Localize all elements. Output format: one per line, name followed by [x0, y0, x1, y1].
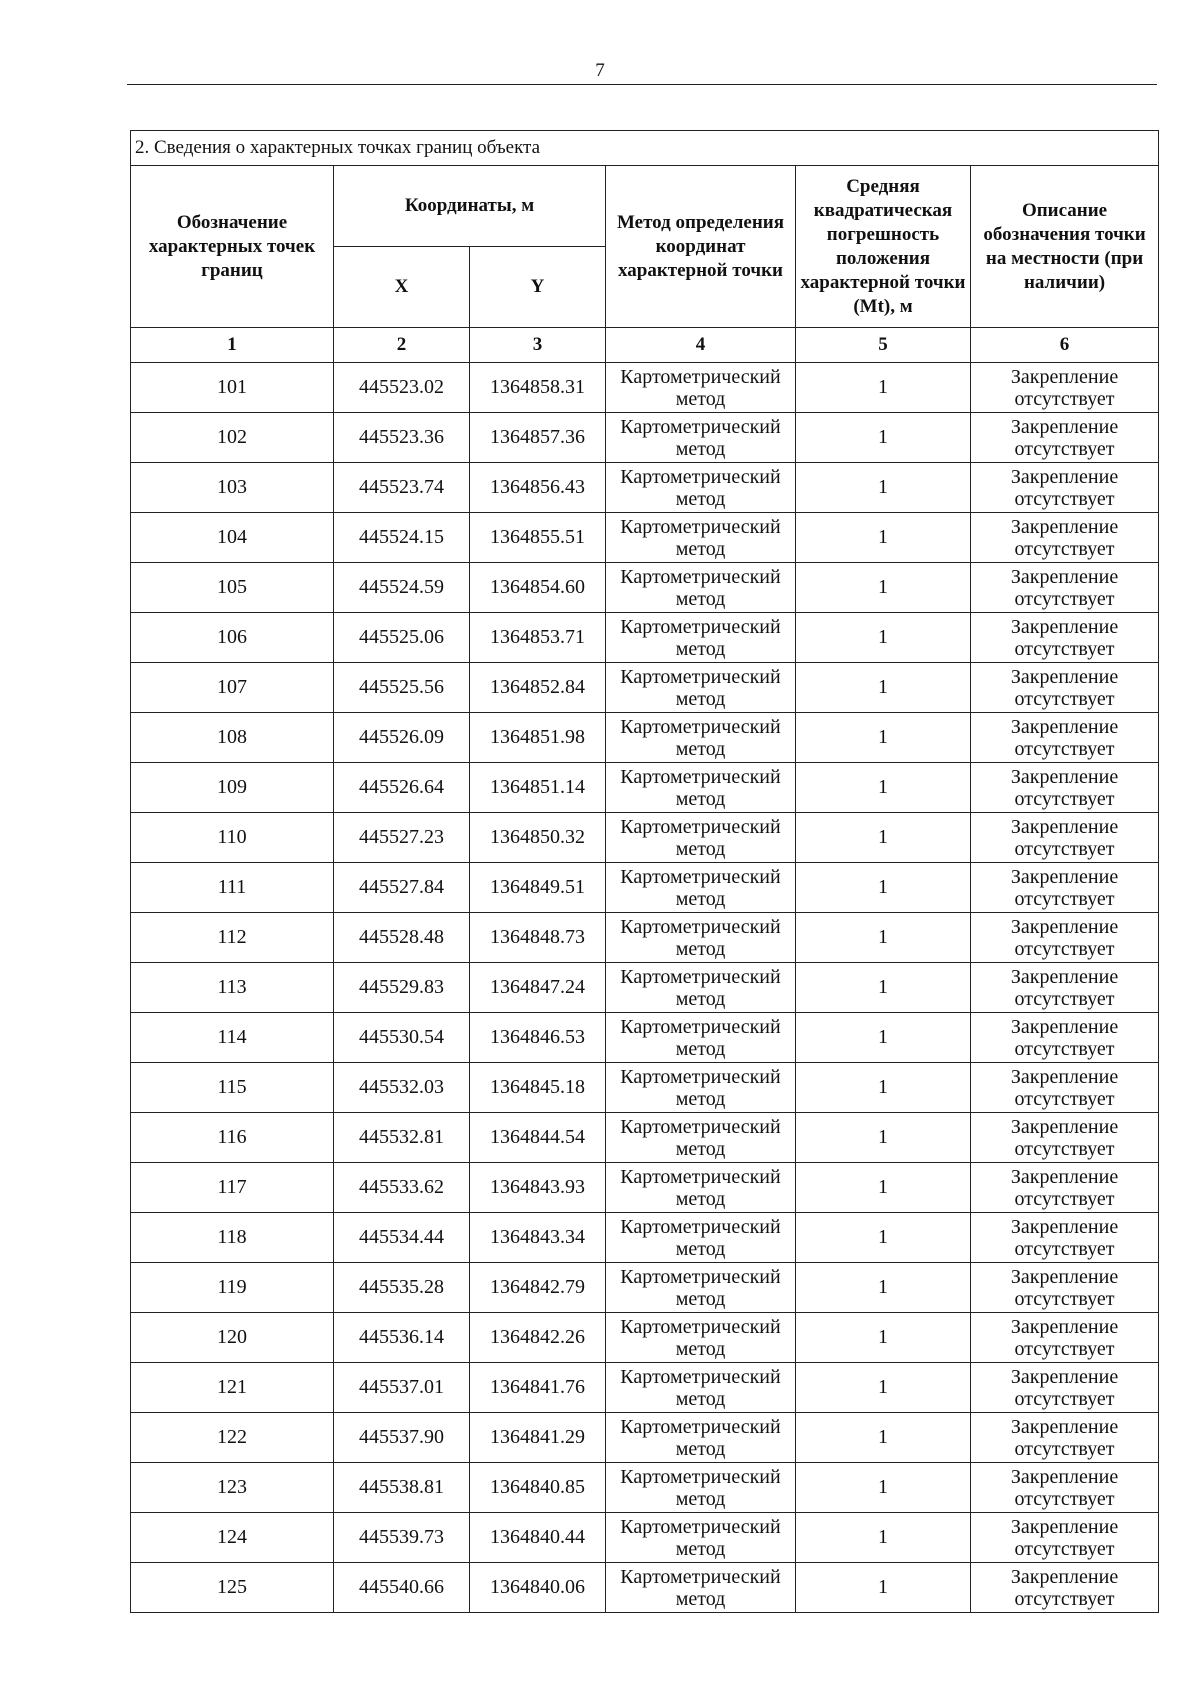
mean-error: 1: [796, 613, 971, 663]
mean-error: 1: [796, 913, 971, 963]
table-row: [131, 763, 1159, 813]
coord-y: 1364846.53: [470, 1013, 606, 1063]
mean-error: 1: [796, 463, 971, 513]
point-id: 110: [131, 813, 334, 863]
coord-x: 445527.84: [334, 863, 470, 913]
coord-y: 1364841.29: [470, 1413, 606, 1463]
coord-x: 445530.54: [334, 1013, 470, 1063]
coord-y: 1364857.36: [470, 413, 606, 463]
coord-x: 445527.23: [334, 813, 470, 863]
header-description: Описание обозначения точки на местности (при наличии): [971, 166, 1159, 328]
coord-y: 1364843.34: [470, 1213, 606, 1263]
coord-x: 445524.15: [334, 513, 470, 563]
mean-error: 1: [796, 1163, 971, 1213]
coord-y: 1364845.18: [470, 1063, 606, 1113]
coord-x: 445537.90: [334, 1413, 470, 1463]
coord-y: 1364844.54: [470, 1113, 606, 1163]
col-number: 4: [606, 328, 796, 363]
coord-y: 1364851.14: [470, 763, 606, 813]
point-id: 113: [131, 963, 334, 1013]
mean-error: 1: [796, 413, 971, 463]
header-rule: [127, 84, 1157, 85]
marker-description: Закрепление отсутствует: [971, 1263, 1159, 1313]
point-id: 119: [131, 1263, 334, 1313]
mean-error: 1: [796, 1413, 971, 1463]
marker-description: Закрепление отсутствует: [971, 1013, 1159, 1063]
marker-description: Закрепление отсутствует: [971, 1213, 1159, 1263]
marker-description: Закрепление отсутствует: [971, 863, 1159, 913]
point-id: 118: [131, 1213, 334, 1263]
point-id: 114: [131, 1013, 334, 1063]
coord-x: 445536.14: [334, 1313, 470, 1363]
coord-x: 445538.81: [334, 1463, 470, 1513]
marker-description: Закрепление отсутствует: [971, 763, 1159, 813]
coord-y: 1364853.71: [470, 613, 606, 663]
method: Картометрический метод: [606, 1413, 796, 1463]
marker-description: Закрепление отсутствует: [971, 1363, 1159, 1413]
coord-x: 445532.03: [334, 1063, 470, 1113]
method: Картометрический метод: [606, 963, 796, 1013]
coord-x: 445533.62: [334, 1163, 470, 1213]
table-row: [131, 1363, 1159, 1413]
method: Картометрический метод: [606, 1213, 796, 1263]
boundary-points-table: [130, 130, 1159, 1613]
point-id: 111: [131, 863, 334, 913]
table-row: [131, 813, 1159, 863]
col-number: 5: [796, 328, 971, 363]
marker-description: Закрепление отсутствует: [971, 413, 1159, 463]
table-row: [131, 1263, 1159, 1313]
coord-y: 1364855.51: [470, 513, 606, 563]
marker-description: Закрепление отсутствует: [971, 463, 1159, 513]
coord-y: 1364842.79: [470, 1263, 606, 1313]
coord-x: 445534.44: [334, 1213, 470, 1263]
method: Картометрический метод: [606, 713, 796, 763]
method: Картометрический метод: [606, 1113, 796, 1163]
table-row: [131, 1163, 1159, 1213]
coord-y: 1364850.32: [470, 813, 606, 863]
table-row: [131, 1063, 1159, 1113]
col-number: 3: [470, 328, 606, 363]
mean-error: 1: [796, 1063, 971, 1113]
coord-x: 445525.06: [334, 613, 470, 663]
coord-y: 1364851.98: [470, 713, 606, 763]
table-row: [131, 1463, 1159, 1513]
marker-description: Закрепление отсутствует: [971, 1563, 1159, 1613]
point-id: 115: [131, 1063, 334, 1113]
method: Картометрический метод: [606, 613, 796, 663]
marker-description: Закрепление отсутствует: [971, 663, 1159, 713]
coord-x: 445539.73: [334, 1513, 470, 1563]
coord-y: 1364843.93: [470, 1163, 606, 1213]
coord-x: 445540.66: [334, 1563, 470, 1613]
table-row: [131, 663, 1159, 713]
point-id: 122: [131, 1413, 334, 1463]
point-id: 102: [131, 413, 334, 463]
method: Картометрический метод: [606, 563, 796, 613]
point-id: 125: [131, 1563, 334, 1613]
method: Картометрический метод: [606, 813, 796, 863]
marker-description: Закрепление отсутствует: [971, 963, 1159, 1013]
point-id: 124: [131, 1513, 334, 1563]
point-id: 109: [131, 763, 334, 813]
method: Картометрический метод: [606, 513, 796, 563]
table-row: [131, 463, 1159, 513]
coord-y: 1364841.76: [470, 1363, 606, 1413]
table-row: [131, 1113, 1159, 1163]
marker-description: Закрепление отсутствует: [971, 1413, 1159, 1463]
point-id: 104: [131, 513, 334, 563]
method: Картометрический метод: [606, 763, 796, 813]
mean-error: 1: [796, 863, 971, 913]
table-row: [131, 1563, 1159, 1613]
mean-error: 1: [796, 963, 971, 1013]
coord-y: 1364840.85: [470, 1463, 606, 1513]
mean-error: 1: [796, 513, 971, 563]
coord-x: 445523.02: [334, 363, 470, 413]
table-row: [131, 963, 1159, 1013]
mean-error: 1: [796, 563, 971, 613]
col-number: 2: [334, 328, 470, 363]
marker-description: Закрепление отсутствует: [971, 513, 1159, 563]
coord-x: 445537.01: [334, 1363, 470, 1413]
header-point-designation: Обозначение характерных точек границ: [131, 166, 334, 328]
table-row: [131, 1313, 1159, 1363]
col-number: 6: [971, 328, 1159, 363]
coord-y: 1364858.31: [470, 363, 606, 413]
method: Картометрический метод: [606, 913, 796, 963]
table-row: [131, 863, 1159, 913]
method: Картометрический метод: [606, 413, 796, 463]
header-mean-error: Средняя квадратическая погрешность положения характерной точки (Mt), м: [796, 166, 971, 328]
mean-error: 1: [796, 1513, 971, 1563]
col-number: 1: [131, 328, 334, 363]
method: Картометрический метод: [606, 1263, 796, 1313]
method: Картометрический метод: [606, 363, 796, 413]
mean-error: 1: [796, 1563, 971, 1613]
coord-y: 1364842.26: [470, 1313, 606, 1363]
method: Картометрический метод: [606, 1013, 796, 1063]
coord-y: 1364840.44: [470, 1513, 606, 1563]
table-row: [131, 363, 1159, 413]
coord-x: 445523.74: [334, 463, 470, 513]
coord-x: 445525.56: [334, 663, 470, 713]
point-id: 108: [131, 713, 334, 763]
marker-description: Закрепление отсутствует: [971, 1513, 1159, 1563]
coord-x: 445532.81: [334, 1113, 470, 1163]
coord-x: 445524.59: [334, 563, 470, 613]
coord-y: 1364852.84: [470, 663, 606, 713]
table-row: [131, 713, 1159, 763]
mean-error: 1: [796, 363, 971, 413]
method: Картометрический метод: [606, 1463, 796, 1513]
marker-description: Закрепление отсутствует: [971, 813, 1159, 863]
section-title: 2. Сведения о характерных точках границ объекта: [131, 131, 1159, 166]
method: Картометрический метод: [606, 1563, 796, 1613]
coord-x: 445529.83: [334, 963, 470, 1013]
point-id: 120: [131, 1313, 334, 1363]
table-row: [131, 413, 1159, 463]
method: Картометрический метод: [606, 1063, 796, 1113]
mean-error: 1: [796, 1463, 971, 1513]
point-id: 103: [131, 463, 334, 513]
point-id: 101: [131, 363, 334, 413]
marker-description: Закрепление отсутствует: [971, 713, 1159, 763]
point-id: 106: [131, 613, 334, 663]
mean-error: 1: [796, 663, 971, 713]
marker-description: Закрепление отсутствует: [971, 363, 1159, 413]
marker-description: Закрепление отсутствует: [971, 1113, 1159, 1163]
point-id: 105: [131, 563, 334, 613]
coord-y: 1364849.51: [470, 863, 606, 913]
table-row: [131, 613, 1159, 663]
marker-description: Закрепление отсутствует: [971, 1063, 1159, 1113]
header-coordinates: Координаты, м: [334, 166, 606, 247]
table-row: [131, 1513, 1159, 1563]
coord-x: 445523.36: [334, 413, 470, 463]
header-method: Метод определения координат характерной точки: [606, 166, 796, 328]
method: Картометрический метод: [606, 1313, 796, 1363]
point-id: 117: [131, 1163, 334, 1213]
mean-error: 1: [796, 1213, 971, 1263]
coord-y: 1364840.06: [470, 1563, 606, 1613]
table-row: [131, 513, 1159, 563]
table-body: [131, 363, 1159, 1613]
method: Картометрический метод: [606, 463, 796, 513]
point-id: 107: [131, 663, 334, 713]
marker-description: Закрепление отсутствует: [971, 913, 1159, 963]
coord-x: 445526.09: [334, 713, 470, 763]
marker-description: Закрепление отсутствует: [971, 1163, 1159, 1213]
marker-description: Закрепление отсутствует: [971, 563, 1159, 613]
mean-error: 1: [796, 763, 971, 813]
table-row: [131, 1013, 1159, 1063]
coord-x: 445526.64: [334, 763, 470, 813]
method: Картометрический метод: [606, 863, 796, 913]
coord-y: 1364856.43: [470, 463, 606, 513]
method: Картометрический метод: [606, 1163, 796, 1213]
mean-error: 1: [796, 1013, 971, 1063]
table-row: [131, 913, 1159, 963]
mean-error: 1: [796, 1113, 971, 1163]
method: Картометрический метод: [606, 663, 796, 713]
coord-x: 445528.48: [334, 913, 470, 963]
table-row: [131, 563, 1159, 613]
table-row: [131, 1413, 1159, 1463]
point-id: 123: [131, 1463, 334, 1513]
table-row: [131, 1213, 1159, 1263]
point-id: 121: [131, 1363, 334, 1413]
mean-error: 1: [796, 813, 971, 863]
marker-description: Закрепление отсутствует: [971, 613, 1159, 663]
coord-y: 1364847.24: [470, 963, 606, 1013]
coord-y: 1364854.60: [470, 563, 606, 613]
mean-error: 1: [796, 1363, 971, 1413]
header-y: Y: [470, 247, 606, 328]
coord-y: 1364848.73: [470, 913, 606, 963]
page-number: 7: [595, 60, 605, 81]
coord-x: 445535.28: [334, 1263, 470, 1313]
marker-description: Закрепление отсутствует: [971, 1463, 1159, 1513]
method: Картометрический метод: [606, 1363, 796, 1413]
header-x: X: [334, 247, 470, 328]
mean-error: 1: [796, 1313, 971, 1363]
point-id: 116: [131, 1113, 334, 1163]
mean-error: 1: [796, 713, 971, 763]
point-id: 112: [131, 913, 334, 963]
mean-error: 1: [796, 1263, 971, 1313]
marker-description: Закрепление отсутствует: [971, 1313, 1159, 1363]
method: Картометрический метод: [606, 1513, 796, 1563]
